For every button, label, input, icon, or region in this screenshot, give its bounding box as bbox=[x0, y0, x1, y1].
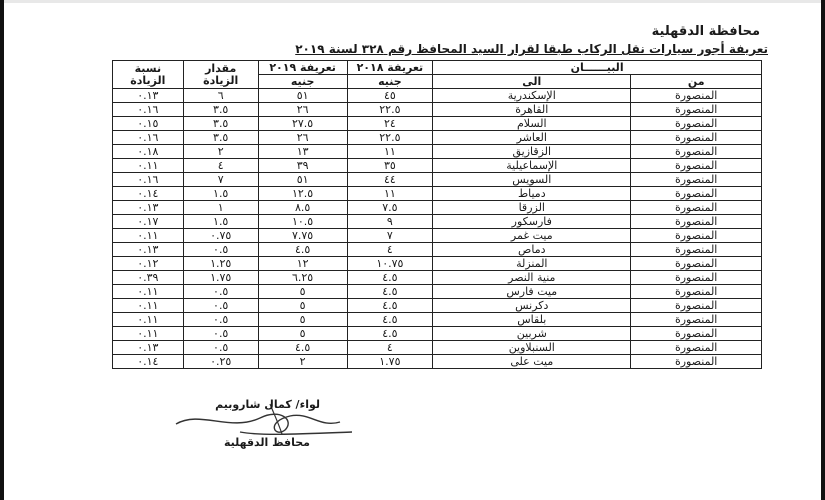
unit-header-2019: جنيه bbox=[258, 75, 347, 89]
to-cell: الإسماعيلية bbox=[433, 159, 631, 173]
increase-amount-cell: ٦ bbox=[183, 89, 258, 103]
from-cell: المنصورة bbox=[631, 131, 762, 145]
fare-2018-cell: ٢٢.٥ bbox=[347, 131, 433, 145]
increase-amount-cell: ٠.٥ bbox=[183, 243, 258, 257]
fare-2019-cell: ٦.٢٥ bbox=[258, 271, 347, 285]
fare-2018-cell: ٩ bbox=[347, 215, 433, 229]
increase-pct-header: نسبة الزيادة bbox=[113, 61, 184, 89]
increase-pct-cell: ٠.٣٩ bbox=[113, 271, 184, 285]
table-row bbox=[113, 117, 762, 131]
table-row bbox=[113, 257, 762, 271]
increase-amount-cell: ٠.٥ bbox=[183, 299, 258, 313]
increase-amount-cell: ٠.٥ bbox=[183, 341, 258, 355]
table-row bbox=[113, 103, 762, 117]
increase-amount-cell: ٤ bbox=[183, 159, 258, 173]
fare-2019-cell: ١٠.٥ bbox=[258, 215, 347, 229]
increase-pct-cell: ٠.١١ bbox=[113, 229, 184, 243]
increase-pct-cell: ٠.١٧ bbox=[113, 215, 184, 229]
fare-2018-cell: ٤.٥ bbox=[347, 285, 433, 299]
fare-2018-cell: ١.٧٥ bbox=[347, 355, 433, 369]
increase-pct-cell: ٠.١١ bbox=[113, 285, 184, 299]
increase-pct-cell: ٠.١١ bbox=[113, 327, 184, 341]
fare-2019-cell: ١٢.٥ bbox=[258, 187, 347, 201]
to-cell: دمياط bbox=[433, 187, 631, 201]
fare-2018-cell: ٤ bbox=[347, 341, 433, 355]
table-row bbox=[113, 145, 762, 159]
fare-2018-cell: ١٠.٧٥ bbox=[347, 257, 433, 271]
table-row bbox=[113, 299, 762, 313]
from-cell: المنصورة bbox=[631, 229, 762, 243]
to-cell: السلام bbox=[433, 117, 631, 131]
unit-header-2018: جنيه bbox=[347, 75, 433, 89]
table-row bbox=[113, 271, 762, 285]
table-row bbox=[113, 173, 762, 187]
fare-2018-cell: ٧.٥ bbox=[347, 201, 433, 215]
to-cell: دماص bbox=[433, 243, 631, 257]
increase-pct-cell: ٠.١٢ bbox=[113, 257, 184, 271]
fare-2018-header: تعريفة ٢٠١٨ bbox=[347, 61, 433, 75]
table-row bbox=[113, 201, 762, 215]
to-cell: دكرنس bbox=[433, 299, 631, 313]
increase-amount-cell: ١.٢٥ bbox=[183, 257, 258, 271]
table-row bbox=[113, 159, 762, 173]
fare-2019-cell: ٣٩ bbox=[258, 159, 347, 173]
increase-amount-cell: ٠.٥ bbox=[183, 285, 258, 299]
increase-amount-cell: ١.٧٥ bbox=[183, 271, 258, 285]
from-cell: المنصورة bbox=[631, 341, 762, 355]
from-cell: المنصورة bbox=[631, 117, 762, 131]
table-row bbox=[113, 285, 762, 299]
table-row bbox=[113, 313, 762, 327]
to-cell: المنزلة bbox=[433, 257, 631, 271]
fare-2018-cell: ٤.٥ bbox=[347, 271, 433, 285]
from-cell: المنصورة bbox=[631, 173, 762, 187]
from-cell: المنصورة bbox=[631, 89, 762, 103]
statement-header: البيــــــان bbox=[433, 61, 762, 75]
to-cell: ميت فارس bbox=[433, 285, 631, 299]
fare-2019-cell: ٧.٧٥ bbox=[258, 229, 347, 243]
increase-pct-cell: ٠.١١ bbox=[113, 159, 184, 173]
document-title: تعريفة أجور سيارات نقل الركاب طبقا لقرار السيد المحافظ رقم ٣٢٨ لسنة ٢٠١٩ bbox=[295, 42, 768, 56]
from-cell: المنصورة bbox=[631, 299, 762, 313]
increase-amount-cell: ١.٥ bbox=[183, 187, 258, 201]
increase-amount-cell: ٣.٥ bbox=[183, 131, 258, 145]
fare-2018-cell: ٢٢.٥ bbox=[347, 103, 433, 117]
fare-2019-cell: ٨.٥ bbox=[258, 201, 347, 215]
from-cell: المنصورة bbox=[631, 257, 762, 271]
fare-2019-cell: ٥ bbox=[258, 327, 347, 341]
from-cell: المنصورة bbox=[631, 187, 762, 201]
fare-2018-cell: ٤٤ bbox=[347, 173, 433, 187]
fare-2018-cell: ٧ bbox=[347, 229, 433, 243]
increase-pct-cell: ٠.١٦ bbox=[113, 173, 184, 187]
table-row bbox=[113, 355, 762, 369]
from-cell: المنصورة bbox=[631, 313, 762, 327]
to-cell: شربين bbox=[433, 327, 631, 341]
from-cell: المنصورة bbox=[631, 327, 762, 341]
fare-2019-cell: ٤.٥ bbox=[258, 243, 347, 257]
fare-2019-cell: ١٣ bbox=[258, 145, 347, 159]
fare-2019-cell: ٥ bbox=[258, 313, 347, 327]
to-cell: ميت غمر bbox=[433, 229, 631, 243]
increase-pct-cell: ٠.١٨ bbox=[113, 145, 184, 159]
fare-2018-cell: ٤٥ bbox=[347, 89, 433, 103]
increase-amount-cell: ٧ bbox=[183, 173, 258, 187]
to-cell: الإسكندرية bbox=[433, 89, 631, 103]
fare-2018-cell: ٤ bbox=[347, 243, 433, 257]
from-cell: المنصورة bbox=[631, 215, 762, 229]
increase-amount-cell: ١.٥ bbox=[183, 215, 258, 229]
increase-pct-cell: ٠.١٤ bbox=[113, 187, 184, 201]
table-row bbox=[113, 187, 762, 201]
fare-2018-cell: ٢٤ bbox=[347, 117, 433, 131]
fare-2018-cell: ١١ bbox=[347, 145, 433, 159]
fare-2019-cell: ٢٦ bbox=[258, 103, 347, 117]
increase-amount-cell: ٢ bbox=[183, 145, 258, 159]
increase-pct-cell: ٠.١٦ bbox=[113, 103, 184, 117]
from-cell: المنصورة bbox=[631, 271, 762, 285]
table-row bbox=[113, 131, 762, 145]
increase-pct-cell: ٠.١٥ bbox=[113, 117, 184, 131]
to-cell: الزقازيق bbox=[433, 145, 631, 159]
table-row bbox=[113, 341, 762, 355]
fare-2019-cell: ٤.٥ bbox=[258, 341, 347, 355]
increase-pct-cell: ٠.١٣ bbox=[113, 89, 184, 103]
from-cell: المنصورة bbox=[631, 243, 762, 257]
to-header: الى bbox=[433, 75, 631, 89]
to-cell: السنبلاوين bbox=[433, 341, 631, 355]
fare-2018-cell: ٤.٥ bbox=[347, 327, 433, 341]
scan-edge-right bbox=[821, 0, 825, 500]
increase-amount-cell: ٣.٥ bbox=[183, 103, 258, 117]
authority-heading: محافظة الدقهلية bbox=[651, 24, 760, 39]
table-row bbox=[113, 229, 762, 243]
fare-2018-cell: ٣٥ bbox=[347, 159, 433, 173]
table-row bbox=[113, 89, 762, 103]
to-cell: منية النصر bbox=[433, 271, 631, 285]
fare-2019-cell: ٢ bbox=[258, 355, 347, 369]
fare-2018-cell: ٤.٥ bbox=[347, 313, 433, 327]
fare-2019-cell: ٥ bbox=[258, 299, 347, 313]
to-cell: ميت على bbox=[433, 355, 631, 369]
to-cell: العاشر bbox=[433, 131, 631, 145]
increase-amount-cell: ٠.٥ bbox=[183, 327, 258, 341]
table-row bbox=[113, 215, 762, 229]
to-cell: القاهرة bbox=[433, 103, 631, 117]
increase-pct-cell: ٠.١٣ bbox=[113, 341, 184, 355]
increase-amount-cell: ٠.٢٥ bbox=[183, 355, 258, 369]
fare-2018-cell: ١١ bbox=[347, 187, 433, 201]
increase-amount-cell: ٠.٧٥ bbox=[183, 229, 258, 243]
to-cell: بلقاس bbox=[433, 313, 631, 327]
fare-2019-cell: ١٢ bbox=[258, 257, 347, 271]
fare-2019-cell: ٥١ bbox=[258, 89, 347, 103]
increase-amount-cell: ٠.٥ bbox=[183, 313, 258, 327]
signatory-name: لواء/ كمال شاروبيم bbox=[215, 398, 320, 411]
increase-amount-cell: ١ bbox=[183, 201, 258, 215]
signatory-title: محافظ الدقهلية bbox=[223, 436, 310, 449]
increase-pct-cell: ٠.١٣ bbox=[113, 243, 184, 257]
to-cell: السويس bbox=[433, 173, 631, 187]
fare-table-body bbox=[113, 89, 762, 369]
from-cell: المنصورة bbox=[631, 103, 762, 117]
scan-shadow bbox=[4, 0, 821, 3]
increase-pct-cell: ٠.١١ bbox=[113, 299, 184, 313]
fare-2018-cell: ٤.٥ bbox=[347, 299, 433, 313]
from-cell: المنصورة bbox=[631, 145, 762, 159]
scan-edge-left bbox=[0, 0, 4, 500]
from-cell: المنصورة bbox=[631, 159, 762, 173]
to-cell: الزرقا bbox=[433, 201, 631, 215]
increase-pct-cell: ٠.١١ bbox=[113, 313, 184, 327]
fare-2019-cell: ٥ bbox=[258, 285, 347, 299]
fare-2019-cell: ٢٧.٥ bbox=[258, 117, 347, 131]
fare-table bbox=[112, 60, 762, 369]
increase-pct-cell: ٠.١٣ bbox=[113, 201, 184, 215]
table-row bbox=[113, 243, 762, 257]
from-cell: المنصورة bbox=[631, 355, 762, 369]
fare-2019-header: تعريفة ٢٠١٩ bbox=[258, 61, 347, 75]
table-row bbox=[113, 327, 762, 341]
increase-pct-cell: ٠.١٦ bbox=[113, 131, 184, 145]
from-cell: المنصورة bbox=[631, 201, 762, 215]
from-cell: المنصورة bbox=[631, 285, 762, 299]
from-header: من bbox=[631, 75, 762, 89]
to-cell: فارسكور bbox=[433, 215, 631, 229]
fare-2019-cell: ٥١ bbox=[258, 173, 347, 187]
increase-amount-cell: ٣.٥ bbox=[183, 117, 258, 131]
increase-amount-header: مقدار الزيادة bbox=[183, 61, 258, 89]
fare-2019-cell: ٢٦ bbox=[258, 131, 347, 145]
increase-pct-cell: ٠.١٤ bbox=[113, 355, 184, 369]
